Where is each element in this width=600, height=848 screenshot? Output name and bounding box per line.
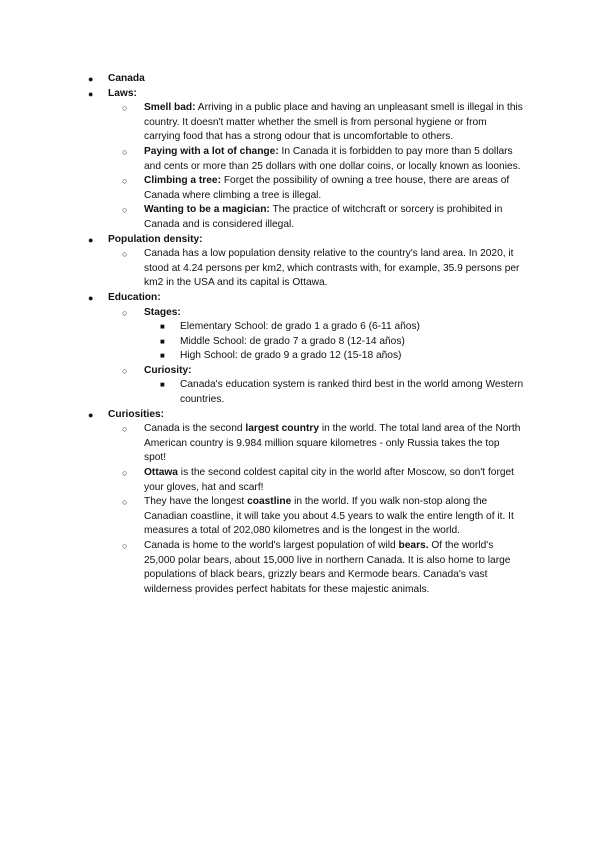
- circle-bullet-icon: ○: [122, 365, 128, 376]
- curiosity-detail: [156, 378, 524, 407]
- bullet-icon: ●: [88, 88, 94, 99]
- education-list: [120, 306, 524, 408]
- circle-bullet-icon: ○: [122, 541, 128, 551]
- law-item: [120, 203, 524, 232]
- section-title: Canada: [108, 73, 145, 84]
- laws-heading: Laws:: [108, 87, 137, 99]
- curiosity-fact: [120, 539, 524, 597]
- stage-text: High School: de grado 9 a grado 12 (15-18 años): [180, 350, 402, 362]
- stage-text: Middle School: de grado 7 a grado 8 (12-14 años): [180, 335, 405, 347]
- bullet-icon: ●: [88, 292, 94, 303]
- circle-bullet-icon: ○: [122, 307, 128, 318]
- list-item-laws: [84, 87, 524, 233]
- outline-list: [84, 72, 524, 597]
- circle-bullet-icon: ○: [122, 497, 128, 508]
- circle-bullet-icon: ○: [122, 468, 128, 479]
- fact-text-post: in the world. If you walk non-stop along the Canadian coastline, it will take you about 4.5 years to walk the entire length of it. It measures a total of 202,080 kilometres and is the longest in the world.: [144, 496, 514, 537]
- law-label: Climbing a tree:: [144, 175, 221, 187]
- square-bullet-icon: ■: [160, 336, 165, 346]
- curiosity-fact: [120, 466, 524, 495]
- fact-text-pre: Canada is the second: [144, 423, 246, 435]
- curiosity-item: [120, 364, 524, 408]
- square-bullet-icon: ■: [160, 380, 165, 390]
- fact-text-bold: largest country: [245, 423, 319, 435]
- fact-text-bold: bears.: [398, 540, 429, 551]
- list-item-canada: [84, 72, 524, 87]
- curiosity-text: Canada's education system is ranked third best in the world among Western countries.: [180, 379, 524, 406]
- fact-text-bold: coastline: [247, 496, 292, 508]
- stages-list: [156, 320, 524, 364]
- circle-bullet-icon: ○: [122, 205, 128, 216]
- law-text: The practice of witchcraft or sorcery is prohibited in Canada and is considered illegal.: [144, 204, 503, 230]
- bullet-icon: ●: [88, 409, 94, 420]
- fact-text-pre: Canada is home to the world's largest population of wild: [144, 540, 399, 551]
- curiosities-list: [120, 422, 524, 597]
- stages-heading: Stages:: [144, 306, 181, 318]
- curiosity-fact: [120, 422, 524, 466]
- population-heading: Population density:: [108, 233, 203, 245]
- stage-item: [156, 335, 524, 350]
- curiosity-fact: [120, 495, 524, 539]
- law-label: Paying with a lot of change:: [144, 145, 279, 157]
- laws-list: [120, 101, 524, 232]
- circle-bullet-icon: ○: [122, 424, 128, 435]
- circle-bullet-icon: ○: [122, 176, 128, 187]
- law-text: Forget the possibility of owning a tree house, there are areas of Canada where climbing a tree is illegal.: [144, 175, 510, 201]
- population-item: [120, 247, 524, 291]
- curiosity-heading: Curiosity:: [144, 364, 192, 376]
- population-list: [120, 247, 524, 291]
- fact-text-post: Of the world's 25,000 polar bears, about 15,000 live in northern Canada. It is also home to large populations of black bears, grizzly bears and Kermode bears. Canada's vast wilderness provides perfect habitats for these majestic animals.: [144, 540, 511, 595]
- stage-item: [156, 349, 524, 364]
- circle-bullet-icon: ○: [122, 146, 128, 157]
- fact-text-bold: Ottawa: [144, 467, 178, 479]
- list-item-curiosities: [84, 408, 524, 598]
- stages-item: [120, 306, 524, 364]
- square-bullet-icon: ■: [160, 322, 165, 332]
- square-bullet-icon: ■: [160, 351, 165, 361]
- document-body: [84, 72, 524, 597]
- law-label: Smell bad:: [144, 102, 196, 114]
- population-text: Canada has a low population density relative to the country's land area. In 2020, it stood at 4.24 persons per km2, which contrasts with, for example, 35.9 persons per km2 in the USA and its capital is Ottawa.: [144, 248, 520, 289]
- law-label: Wanting to be a magician:: [144, 204, 270, 216]
- education-heading: Education:: [108, 291, 161, 303]
- curiosities-heading: Curiosities:: [108, 408, 165, 420]
- fact-text-post: in the world. The total land area of the North American country is 9.984 million square kilometres - only Russia takes the top spot!: [144, 423, 521, 464]
- fact-text-post: is the second coldest capital city in the world after Moscow, so don't forget your gloves, hat and scarf!: [144, 467, 515, 493]
- curiosity-list: [156, 378, 524, 407]
- list-item-population: [84, 233, 524, 291]
- circle-bullet-icon: ○: [122, 249, 128, 260]
- fact-text-pre: They have the longest: [144, 496, 248, 508]
- bullet-icon: ●: [88, 234, 94, 245]
- stage-text: Elementary School: de grado 1 a grado 6 (6-11 años): [180, 321, 420, 333]
- law-item: [120, 145, 524, 174]
- circle-bullet-icon: ○: [122, 103, 128, 114]
- law-item: [120, 174, 524, 203]
- stage-item: [156, 320, 524, 335]
- list-item-education: [84, 291, 524, 408]
- law-text: In Canada it is forbidden to pay more than 5 dollars and cents or more than 25 dollars with one dollar coins, or locally known as loonies.: [144, 145, 521, 172]
- bullet-icon: ●: [88, 74, 94, 84]
- law-text: Arriving in a public place and having an unpleasant smell is illegal in this country. It doesn't matter whether the smell is from personal hygiene or from carrying food that has a strong odour that is uncomfortable to others.: [144, 102, 523, 143]
- law-item: [120, 101, 524, 145]
